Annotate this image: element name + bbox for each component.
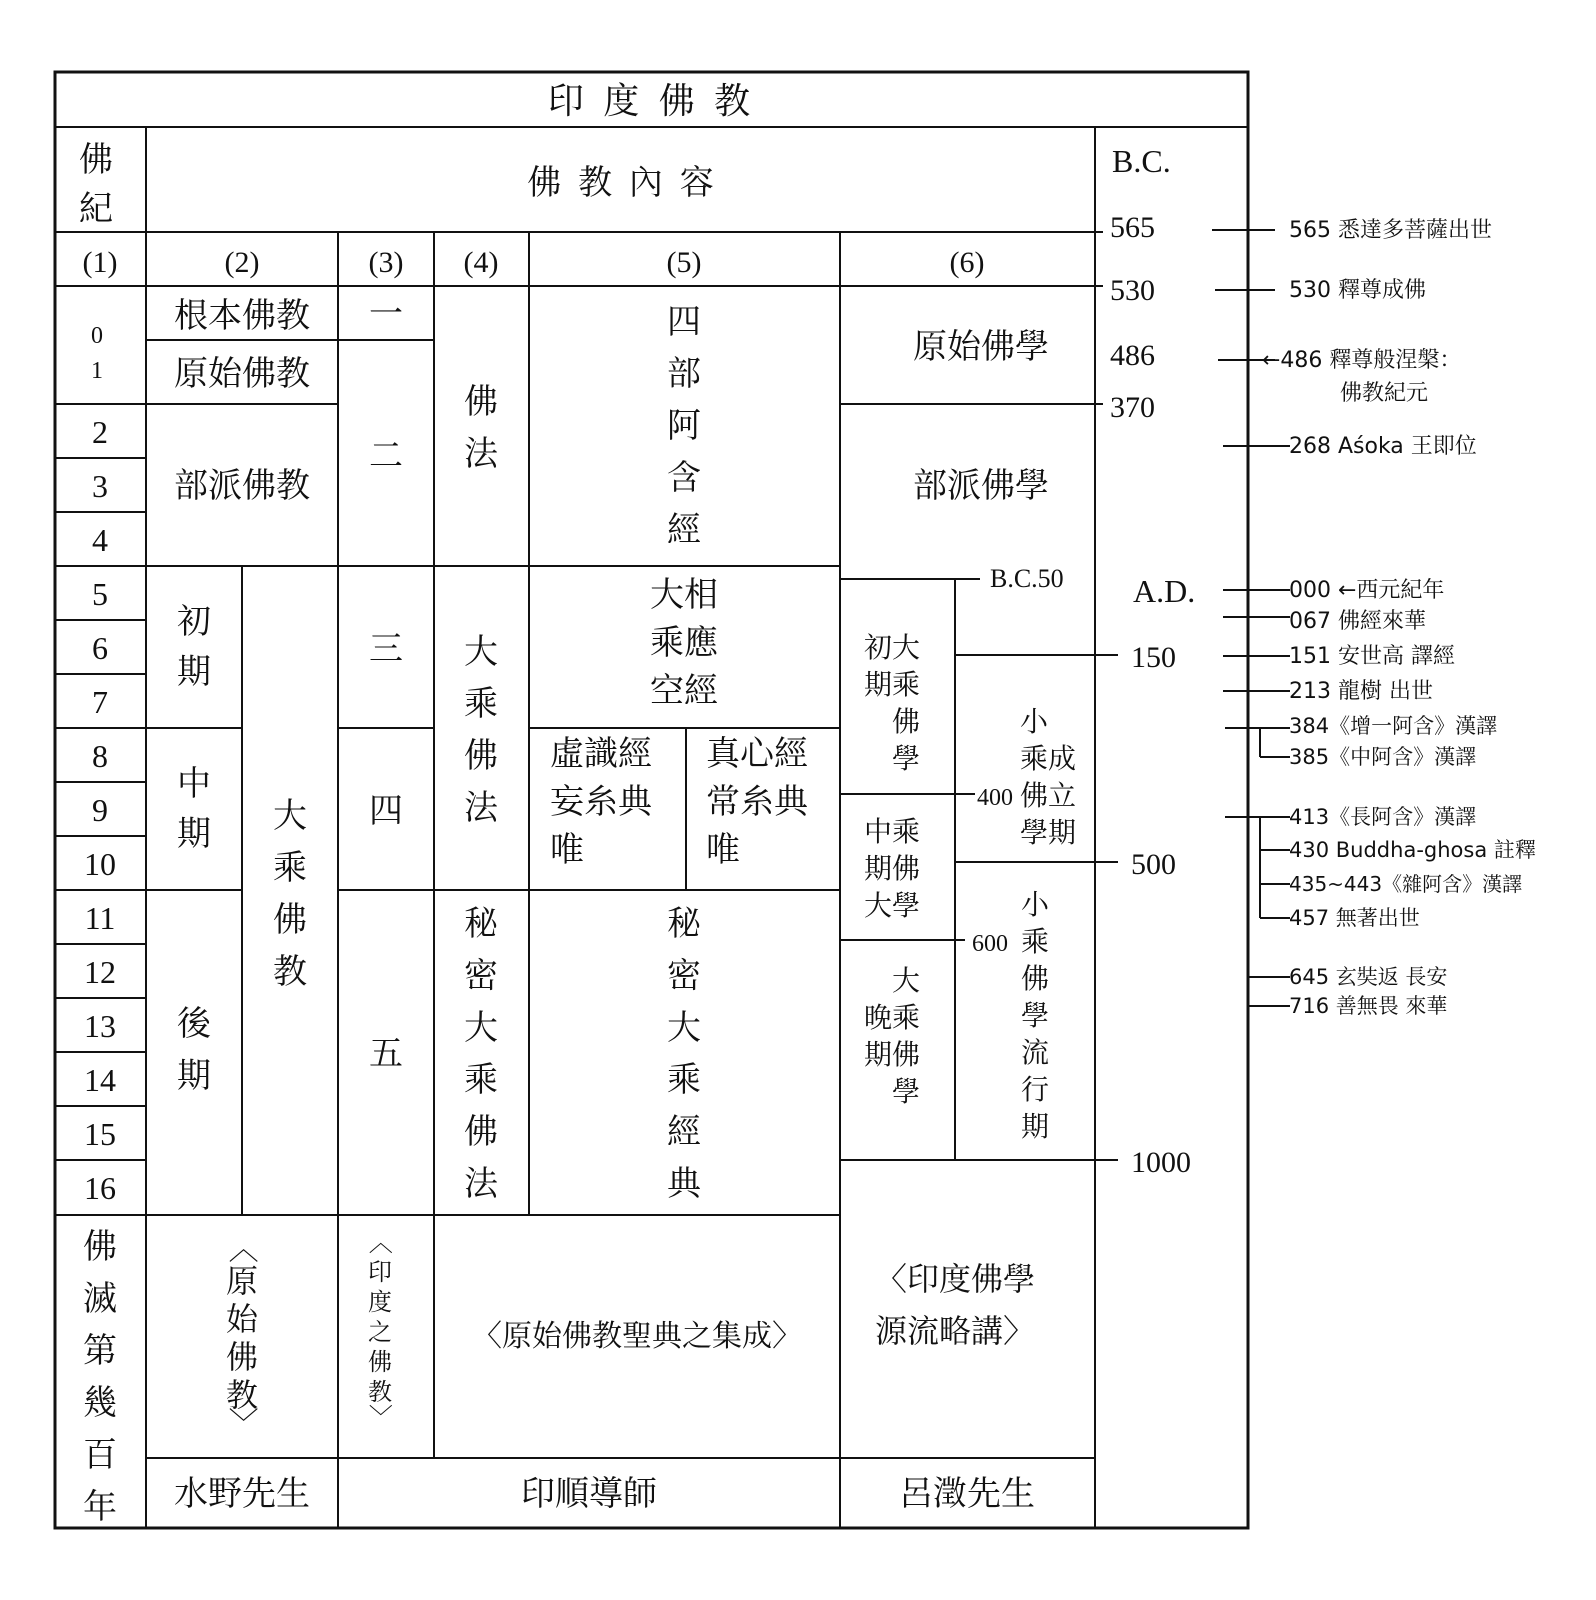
mahayana-dharma-char: 乘	[464, 684, 498, 724]
consciousness-sutra-line: 虛識經	[550, 734, 652, 774]
source-mizuno-char: 教	[225, 1376, 259, 1414]
chart-title: 印 度 佛 教	[547, 81, 755, 122]
century-number: 8	[92, 738, 108, 774]
foot-left-char: 佛	[83, 1227, 117, 1267]
middle-period-char: 期	[177, 814, 211, 854]
century-number: 1	[91, 358, 103, 384]
content-header: 佛 教 內 容	[527, 163, 717, 203]
late-mahayana-line: 大	[864, 964, 921, 997]
foot-left-char: 滅	[83, 1279, 117, 1319]
empty-sutra-line: 大相	[650, 575, 718, 615]
period-1: 一	[369, 294, 403, 334]
agama-char: 含	[667, 458, 701, 498]
truemind-sutra-line: 唯	[706, 830, 740, 870]
century-number: 7	[92, 684, 108, 720]
source-mizuno-char: 〉	[224, 1407, 259, 1437]
period-4: 四	[369, 791, 403, 831]
century-number: 2	[92, 414, 108, 450]
century-number: 9	[92, 792, 108, 828]
column-6	[864, 327, 1076, 1514]
mahayana-buddhism-char: 大	[273, 796, 307, 836]
sectarian-buddhism: 部派佛教	[174, 466, 310, 506]
primitive-buddhology: 原始佛學	[913, 327, 1049, 367]
source-yinshun-char: 〈	[366, 1230, 394, 1254]
consciousness-sutra-line: 唯	[550, 830, 584, 870]
consciousness-sutra-line: 妄糸典	[550, 782, 652, 822]
event-label: 384《增一阿含》漢譯	[1289, 714, 1498, 738]
hinayana-flourish-char: 行	[1020, 1073, 1050, 1106]
buddhadharma-char: 法	[464, 434, 498, 474]
source-yinshun-char: 教	[368, 1378, 392, 1406]
col-num-5: (5)	[666, 246, 702, 279]
event-label: 530 釋尊成佛	[1289, 278, 1426, 303]
esoteric-sutra-char: 經	[667, 1112, 701, 1152]
truemind-sutra-line: 真心經	[706, 734, 808, 774]
early-mahayana-line: 學	[864, 742, 921, 775]
left-header-char: 佛	[79, 140, 113, 180]
hinayana-flourish-char: 流	[1020, 1036, 1050, 1069]
source-lu-cheng-line: 〈印度佛學	[874, 1260, 1036, 1298]
esoteric-dharma-char: 乘	[464, 1060, 498, 1100]
bc-label: B.C.	[1112, 143, 1171, 179]
source-yinshun-char: 度	[368, 1288, 392, 1316]
timeline-year: 150	[1131, 641, 1176, 674]
century-number: 10	[84, 846, 116, 882]
timeline-years	[1110, 211, 1191, 1179]
column-4	[464, 382, 499, 1204]
agama-char: 四	[667, 302, 701, 342]
historical-events	[1262, 218, 1536, 1018]
event-label: ←486 釋尊般涅槃：	[1262, 348, 1462, 373]
event-label: 268 Aśoka 王即位	[1289, 434, 1477, 459]
mahayana-buddhism-char: 乘	[273, 848, 307, 888]
middle-mahayana-line: 期佛	[864, 852, 921, 885]
esoteric-dharma-char: 法	[464, 1164, 498, 1204]
early-mahayana-line: 期乘	[864, 668, 921, 701]
century-number: 11	[84, 900, 116, 936]
foot-left-char: 百	[83, 1435, 117, 1475]
event-label: 457 無著出世	[1289, 906, 1420, 930]
event-label: 385《中阿含》漢譯	[1289, 745, 1477, 769]
event-label: 716 善無畏 來華	[1289, 994, 1448, 1018]
agama-char: 阿	[667, 406, 701, 446]
event-label: 430 Buddha-ghosa 註釋	[1289, 838, 1536, 862]
timeline-year: 370	[1110, 391, 1155, 424]
source-yinshun-char: 印	[368, 1258, 392, 1286]
empty-sutra-line: 空經	[650, 671, 718, 711]
left-header-char: 紀	[79, 189, 113, 229]
col-num-6: (6)	[949, 246, 985, 279]
event-label: 413《長阿含》漢譯	[1289, 805, 1477, 829]
hinayana-flourish-char: 乘	[1020, 925, 1050, 958]
late-mahayana-line: 晚乘	[864, 1001, 921, 1034]
col-num-4: (4)	[463, 246, 499, 279]
late-mahayana-line: 期佛	[864, 1038, 921, 1071]
root-buddhism: 根本佛教	[174, 296, 310, 336]
esoteric-sutra-char: 大	[667, 1008, 701, 1048]
century-number: 4	[92, 522, 108, 558]
column-5	[472, 302, 810, 1514]
author-yinshun: 印順導師	[521, 1474, 657, 1514]
buddhadharma-char: 佛	[464, 382, 498, 422]
period-2: 二	[369, 436, 403, 476]
col-num-3: (3)	[368, 246, 404, 279]
esoteric-dharma-char: 大	[464, 1008, 498, 1048]
source-lu-cheng-line: 源流略講〉	[874, 1312, 1036, 1350]
col-num-2: (2)	[224, 246, 260, 279]
esoteric-sutra-char: 乘	[667, 1060, 701, 1100]
early-period-char: 初	[177, 602, 211, 642]
century-number: 3	[92, 468, 108, 504]
source-yinshun-char: 佛	[368, 1348, 392, 1376]
event-label: 067 佛經來華	[1289, 609, 1426, 634]
century-number: 6	[92, 630, 108, 666]
period-3: 三	[369, 629, 403, 669]
late-period-char: 後	[177, 1004, 211, 1044]
event-label: 000 ←西元紀年	[1289, 578, 1445, 603]
century-number: 5	[92, 576, 108, 612]
ad-label: A.D.	[1133, 573, 1196, 609]
event-connectors	[1212, 230, 1290, 1006]
bc50-label: B.C.50	[990, 564, 1064, 593]
esoteric-dharma-char: 佛	[464, 1112, 498, 1152]
event-label: 645 玄奘返 長安	[1289, 965, 1448, 989]
century-number: 14	[84, 1062, 116, 1098]
century-number: 0	[91, 323, 103, 349]
century-number: 12	[84, 954, 116, 990]
source-yinshun-char: 之	[368, 1318, 392, 1346]
esoteric-sutra-char: 秘	[667, 904, 701, 944]
timeline-year: 486	[1110, 339, 1155, 372]
mahayana-dharma-char: 佛	[464, 736, 498, 776]
event-label: 565 悉達多菩薩出世	[1289, 218, 1492, 243]
source-mizuno-char: 原	[225, 1262, 259, 1300]
foot-left-char: 第	[83, 1331, 117, 1371]
author-mizuno: 水野先生	[174, 1474, 310, 1514]
sectarian-buddhology: 部派佛學	[913, 466, 1049, 506]
year-600: 600	[972, 931, 1008, 957]
mahayana-dharma-char: 大	[464, 632, 498, 672]
middle-period-char: 中	[177, 764, 211, 804]
source-agama-collection: 〈原始佛教聖典之集成〉	[472, 1319, 802, 1354]
early-mahayana-line: 初大	[864, 631, 921, 664]
hinayana-established-line: 小	[1020, 705, 1049, 738]
middle-mahayana-line: 大學	[864, 889, 921, 922]
hinayana-flourish-char: 小	[1020, 888, 1050, 921]
mahayana-dharma-char: 法	[464, 788, 498, 828]
period-5: 五	[369, 1034, 403, 1074]
early-period-char: 期	[177, 652, 211, 692]
middle-mahayana-line: 中乘	[864, 815, 921, 848]
event-label: 151 安世高 譯經	[1289, 644, 1455, 669]
hinayana-established-line: 乘成	[1020, 742, 1077, 775]
mahayana-buddhism-char: 佛	[273, 900, 307, 940]
timeline-year: 500	[1131, 848, 1176, 881]
timeline-year: 530	[1110, 274, 1155, 307]
author-lu-cheng: 呂澂先生	[899, 1474, 1035, 1514]
event-label: 213 龍樹 出世	[1289, 679, 1433, 704]
event-label: 佛教紀元	[1340, 381, 1429, 406]
primitive-buddhism: 原始佛教	[174, 354, 310, 394]
hinayana-flourish-char: 學	[1020, 999, 1050, 1032]
truemind-sutra-line: 常糸典	[706, 782, 808, 822]
column-3	[366, 294, 403, 1428]
esoteric-dharma-char: 秘	[464, 904, 498, 944]
century-number: 13	[84, 1008, 116, 1044]
early-mahayana-line: 佛	[864, 705, 921, 738]
timeline-year: 1000	[1131, 1146, 1191, 1179]
late-mahayana-line: 學	[864, 1075, 921, 1108]
agama-char: 部	[667, 354, 701, 394]
timeline-year: 565	[1110, 211, 1155, 244]
hinayana-flourish-char: 期	[1020, 1110, 1050, 1143]
mahayana-buddhism-char: 教	[273, 952, 307, 992]
source-mizuno-char: 〈	[224, 1233, 259, 1263]
source-mizuno-char: 始	[225, 1300, 259, 1338]
foot-left-label	[83, 1227, 117, 1527]
century-column	[84, 323, 116, 1206]
foot-left-char: 年	[83, 1487, 117, 1527]
col-num-1: (1)	[82, 246, 118, 279]
source-mizuno-char: 佛	[225, 1338, 259, 1376]
source-yinshun-char: 〉	[366, 1404, 394, 1428]
agama-char: 經	[667, 510, 701, 550]
century-number: 16	[84, 1170, 116, 1206]
empty-sutra-line: 乘應	[650, 623, 718, 663]
esoteric-dharma-char: 密	[464, 956, 498, 996]
esoteric-sutra-char: 典	[667, 1164, 701, 1204]
esoteric-sutra-char: 密	[667, 956, 701, 996]
hinayana-established-line: 佛立	[1020, 779, 1077, 812]
late-period-char: 期	[177, 1056, 211, 1096]
hinayana-established-line: 學期	[1020, 816, 1077, 849]
century-number: 15	[84, 1116, 116, 1152]
hinayana-flourish-char: 佛	[1020, 962, 1050, 995]
event-label: 435~443《雜阿含》漢譯	[1289, 872, 1523, 896]
year-400: 400	[977, 785, 1013, 811]
foot-left-char: 幾	[83, 1383, 117, 1423]
